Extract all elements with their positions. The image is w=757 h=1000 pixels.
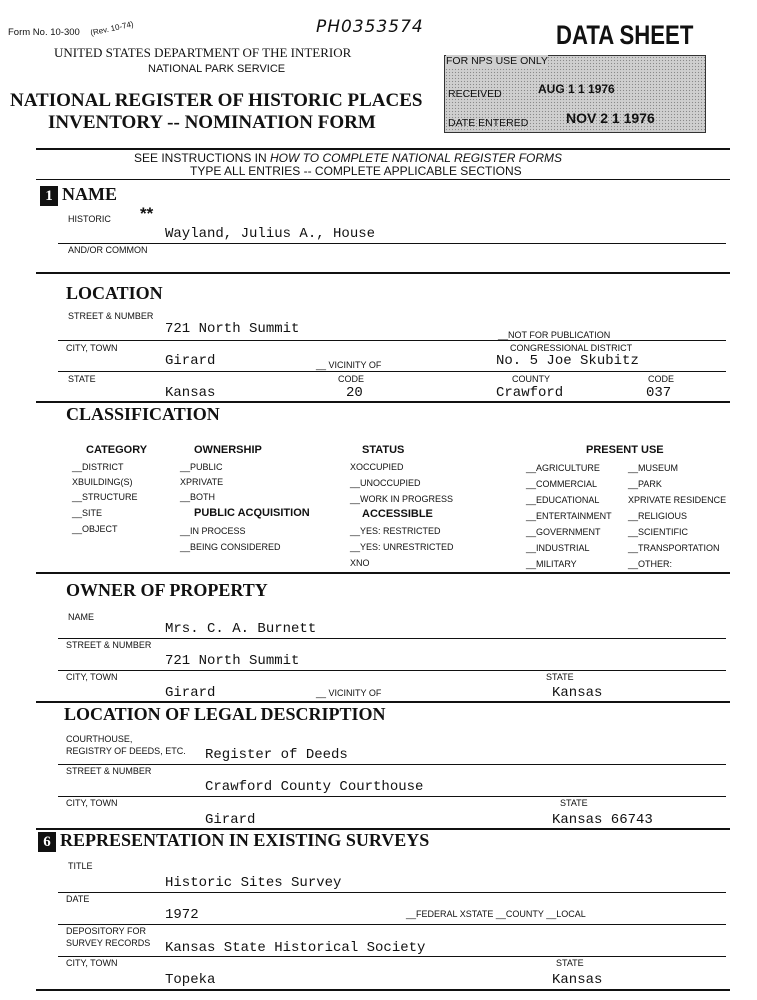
use-industrial[interactable]: __INDUSTRIAL bbox=[526, 543, 590, 553]
survey-date-rule bbox=[58, 924, 726, 925]
depository-rule bbox=[58, 956, 726, 957]
asterisk-mark: ** bbox=[140, 204, 154, 223]
use-transportation[interactable]: __TRANSPORTATION bbox=[628, 543, 720, 553]
location-county-code-value: 037 bbox=[646, 385, 672, 401]
survey-city-value: Topeka bbox=[165, 972, 216, 988]
use-museum[interactable]: __MUSEUM bbox=[628, 463, 679, 473]
ownership-heading: OWNERSHIP bbox=[194, 444, 262, 456]
location-state-value: Kansas bbox=[165, 385, 216, 401]
location-street-value: 721 North Summit bbox=[165, 321, 300, 337]
section-4-rule bbox=[36, 701, 730, 703]
legal-street-label: STREET & NUMBER bbox=[66, 766, 152, 776]
survey-state-label: STATE bbox=[556, 958, 584, 968]
owner-state-label: STATE bbox=[546, 672, 574, 682]
ownership-private[interactable]: XPRIVATE bbox=[180, 477, 224, 487]
use-educational[interactable]: __EDUCATIONAL bbox=[526, 495, 600, 505]
received-date: AUG 1 1 1976 bbox=[538, 82, 615, 96]
congressional-district-name: 5 Joe Skubitz bbox=[529, 353, 639, 369]
depository-label-line-2: SURVEY RECORDS bbox=[66, 938, 151, 948]
survey-date-value: 1972 bbox=[165, 907, 199, 923]
service-name: NATIONAL PARK SERVICE bbox=[148, 63, 286, 75]
owner-name-value: Mrs. C. A. Burnett bbox=[165, 621, 317, 637]
instructions-line-2: TYPE ALL ENTRIES -- COMPLETE APPLICABLE SECTIONS bbox=[190, 164, 522, 178]
ownership-both[interactable]: __BOTH bbox=[180, 492, 216, 502]
data-sheet-heading: DATA SHEET bbox=[556, 20, 694, 50]
location-street-label: STREET & NUMBER bbox=[68, 311, 154, 321]
header-rule bbox=[36, 148, 730, 150]
section-number-badge: 6 bbox=[38, 832, 56, 852]
section-classification-title: CLASSIFICATION bbox=[66, 404, 220, 424]
legal-street-rule bbox=[58, 796, 726, 797]
received-label: RECEIVED bbox=[448, 88, 502, 100]
instructions-line-1: SEE INSTRUCTIONS IN HOW TO COMPLETE NATIONAL REGISTER FORMS bbox=[134, 151, 563, 165]
use-entertainment[interactable]: __ENTERTAINMENT bbox=[526, 511, 612, 521]
accessible-restricted[interactable]: __YES: RESTRICTED bbox=[350, 526, 441, 536]
location-county-label: COUNTY bbox=[512, 374, 550, 384]
location-county-value: Crawford bbox=[496, 385, 564, 401]
owner-name-label: NAME bbox=[68, 612, 95, 622]
use-military[interactable]: __MILITARY bbox=[526, 559, 577, 569]
survey-date-label: DATE bbox=[66, 894, 90, 904]
ownership-public[interactable]: __PUBLIC bbox=[180, 462, 223, 472]
courthouse-label-line-2: REGISTRY OF DEEDS, ETC. bbox=[66, 746, 186, 756]
location-city-rule bbox=[58, 371, 726, 372]
section-surveys-heading bbox=[38, 830, 429, 852]
public-acquisition-heading: PUBLIC ACQUISITION bbox=[194, 507, 310, 519]
section-number-badge: 1 bbox=[40, 186, 58, 206]
location-state-label: STATE bbox=[68, 374, 96, 384]
agency-name: UNITED STATES DEPARTMENT OF THE INTERIOR bbox=[54, 45, 352, 60]
accessible-no[interactable]: XNO bbox=[350, 558, 370, 568]
nps-use-label: FOR NPS USE ONLY bbox=[446, 55, 548, 67]
category-district[interactable]: __DISTRICT bbox=[72, 462, 124, 472]
legal-state-label: STATE bbox=[560, 798, 588, 808]
date-entered-value: NOV 2 1 1976 bbox=[566, 110, 655, 126]
depository-value: Kansas State Historical Society bbox=[165, 940, 426, 956]
congressional-no-label: No. bbox=[496, 353, 522, 369]
owner-state-value: Kansas bbox=[552, 685, 603, 701]
category-structure[interactable]: __STRUCTURE bbox=[72, 492, 138, 502]
legal-city-label: CITY, TOWN bbox=[66, 798, 118, 808]
survey-levels[interactable]: __FEDERAL XSTATE __COUNTY __LOCAL bbox=[406, 909, 586, 919]
courthouse-rule bbox=[58, 764, 726, 765]
accessible-unrestricted[interactable]: __YES: UNRESTRICTED bbox=[350, 542, 454, 552]
section-location-title: LOCATION bbox=[66, 283, 163, 303]
form-title-line-1: NATIONAL REGISTER OF HISTORIC PLACES bbox=[10, 90, 423, 111]
location-code-label: CODE bbox=[338, 374, 365, 384]
owner-city-label: CITY, TOWN bbox=[66, 672, 118, 682]
status-heading: STATUS bbox=[362, 444, 405, 456]
location-city-label: CITY, TOWN bbox=[66, 343, 118, 353]
use-other[interactable]: __OTHER: bbox=[628, 559, 673, 569]
survey-city-label: CITY, TOWN bbox=[66, 958, 118, 968]
location-street-rule bbox=[58, 340, 726, 341]
form-title-line-2: INVENTORY -- NOMINATION FORM bbox=[48, 112, 376, 133]
owner-street-rule bbox=[58, 670, 726, 671]
section-owner-title: OWNER OF PROPERTY bbox=[66, 580, 268, 600]
use-religious[interactable]: __RELIGIOUS bbox=[628, 511, 688, 521]
status-unoccupied[interactable]: __UNOCCUPIED bbox=[350, 478, 421, 488]
owner-name-rule bbox=[58, 638, 726, 639]
survey-state-value: Kansas bbox=[552, 972, 603, 988]
use-agriculture[interactable]: __AGRICULTURE bbox=[526, 463, 600, 473]
owner-street-label: STREET & NUMBER bbox=[66, 640, 152, 650]
section-1-rule bbox=[36, 272, 730, 274]
status-occupied[interactable]: XOCCUPIED bbox=[350, 462, 404, 472]
not-for-publication-label: __NOT FOR PUBLICATION bbox=[498, 330, 611, 340]
use-park[interactable]: __PARK bbox=[628, 479, 662, 489]
survey-title-value: Historic Sites Survey bbox=[165, 875, 342, 891]
courthouse-value: Register of Deeds bbox=[205, 747, 348, 763]
section-6-rule bbox=[36, 989, 730, 991]
category-building[interactable]: XBUILDING(S) bbox=[72, 477, 133, 487]
category-object[interactable]: __OBJECT bbox=[72, 524, 118, 534]
category-site[interactable]: __SITE bbox=[72, 508, 103, 518]
present-use-heading: PRESENT USE bbox=[586, 444, 664, 456]
use-commercial[interactable]: __COMMERCIAL bbox=[526, 479, 598, 489]
legal-state-value: Kansas 66743 bbox=[552, 812, 653, 828]
legal-city-value: Girard bbox=[205, 812, 256, 828]
historic-label: HISTORIC bbox=[68, 214, 111, 224]
owner-city-value: Girard bbox=[165, 685, 216, 701]
congressional-district-value bbox=[496, 353, 639, 369]
survey-title-label: TITLE bbox=[68, 861, 93, 871]
acquisition-being-considered[interactable]: __BEING CONSIDERED bbox=[180, 542, 281, 552]
owner-vicinity-label: __ VICINITY OF bbox=[316, 688, 382, 698]
historic-name-value: Wayland, Julius A., House bbox=[165, 226, 376, 242]
section-name-title: NAME bbox=[62, 184, 117, 204]
reference-number: PH0353574 bbox=[316, 17, 424, 37]
use-government[interactable]: __GOVERNMENT bbox=[526, 527, 601, 537]
common-name-label: AND/OR COMMON bbox=[68, 245, 148, 255]
section-legal-title: LOCATION OF LEGAL DESCRIPTION bbox=[64, 704, 386, 724]
historic-rule bbox=[58, 243, 726, 244]
courthouse-label-line-1: COURTHOUSE, bbox=[66, 734, 133, 744]
legal-street-value: Crawford County Courthouse bbox=[205, 779, 424, 795]
section-3-rule bbox=[36, 572, 730, 574]
form-number: Form No. 10-300 bbox=[8, 27, 80, 38]
use-private-residence[interactable]: XPRIVATE RESIDENCE bbox=[628, 495, 727, 505]
congressional-district-label: CONGRESSIONAL DISTRICT bbox=[510, 343, 633, 353]
form-revision: (Rev. 10-74) bbox=[89, 19, 135, 38]
instructions-rule bbox=[36, 179, 730, 180]
category-heading: CATEGORY bbox=[86, 444, 148, 456]
date-entered-label: DATE ENTERED bbox=[448, 117, 529, 129]
status-work-in-progress[interactable]: __WORK IN PROGRESS bbox=[350, 494, 454, 504]
use-scientific[interactable]: __SCIENTIFIC bbox=[628, 527, 689, 537]
section-name-heading bbox=[40, 184, 117, 206]
section-surveys-title: REPRESENTATION IN EXISTING SURVEYS bbox=[60, 830, 430, 850]
location-county-code-label: CODE bbox=[648, 374, 675, 384]
location-state-code-value: 20 bbox=[346, 385, 363, 401]
owner-street-value: 721 North Summit bbox=[165, 653, 300, 669]
acquisition-in-process[interactable]: __IN PROCESS bbox=[180, 526, 246, 536]
section-2-rule bbox=[36, 401, 730, 403]
depository-label-line-1: DEPOSITORY FOR bbox=[66, 926, 147, 936]
survey-title-rule bbox=[58, 892, 726, 893]
location-vicinity-label: __ VICINITY OF bbox=[316, 360, 382, 370]
accessible-heading: ACCESSIBLE bbox=[362, 508, 433, 520]
location-city-value: Girard bbox=[165, 353, 216, 369]
